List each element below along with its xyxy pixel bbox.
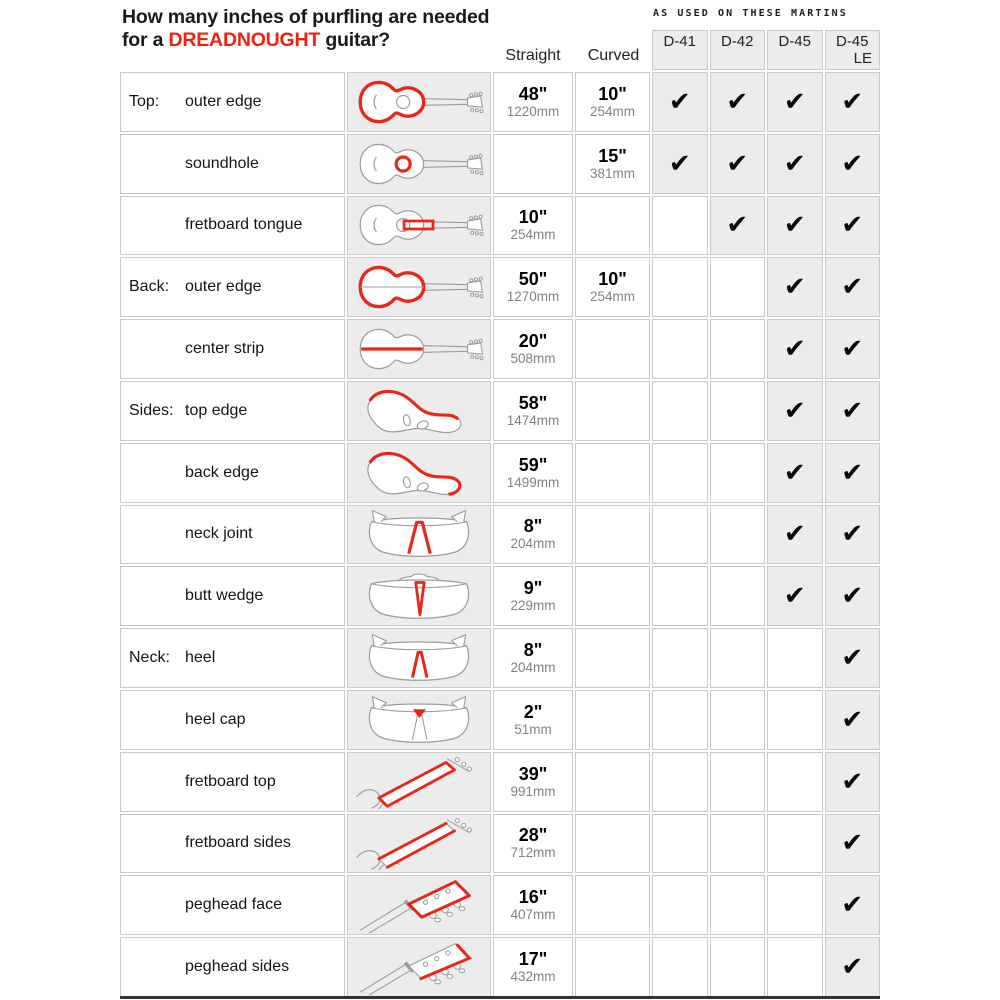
top-outer-edge-illustration	[347, 72, 491, 132]
model-sub: LE	[853, 50, 872, 67]
inches-value: 9"	[523, 578, 543, 599]
checkmark-icon: ✔	[783, 272, 806, 303]
inches-value: 16"	[518, 887, 548, 908]
mm-value: 991mm	[510, 783, 556, 799]
side-back-edge-icon	[348, 445, 490, 501]
butt-wedge-icon	[348, 568, 490, 624]
inches-value: 8"	[523, 516, 543, 537]
mm-value: 712mm	[510, 845, 556, 861]
row-label	[120, 319, 345, 379]
fretboard-sides-illustration	[347, 814, 491, 874]
straight-measurement	[493, 505, 573, 565]
fretboard-tongue-illustration	[347, 196, 491, 256]
back-outer-edge-icon	[348, 259, 490, 315]
inches-value: 17"	[518, 949, 548, 970]
neck-joint-icon	[348, 506, 490, 562]
checkmark-icon: ✔	[841, 334, 864, 365]
part-label: peghead face	[185, 896, 282, 914]
mm-value: 1220mm	[506, 103, 560, 119]
model-header-d-42	[710, 30, 766, 70]
curved-measurement	[575, 257, 650, 317]
part-label: heel cap	[185, 710, 246, 728]
peghead-face-illustration	[347, 875, 491, 935]
straight-column-header: Straight	[505, 47, 561, 64]
check-d-45	[767, 72, 823, 132]
row-label	[120, 814, 345, 874]
check-d-45	[767, 381, 823, 441]
inches-value: 50"	[518, 269, 548, 290]
check-d-45	[767, 566, 823, 626]
straight-measurement	[493, 690, 573, 750]
check-d-41	[652, 134, 708, 194]
curved-measurement	[575, 628, 650, 688]
check-d-42	[710, 134, 766, 194]
check-d-41	[652, 443, 708, 503]
inches-value: 48"	[518, 83, 548, 104]
measure-column-headers	[493, 47, 652, 65]
inches-value: 10"	[598, 269, 627, 290]
straight-measurement	[493, 319, 573, 379]
inches-value: 10"	[598, 83, 627, 104]
check-d-45-le	[825, 257, 881, 317]
inches-value: 28"	[518, 825, 548, 846]
inches-value: 15"	[598, 145, 627, 166]
row-label	[120, 628, 345, 688]
mm-value: 432mm	[510, 969, 556, 985]
check-d-41	[652, 319, 708, 379]
check-d-41	[652, 196, 708, 256]
heel-icon	[348, 630, 490, 686]
section-label: Neck:	[129, 649, 170, 667]
row-label	[120, 134, 345, 194]
checkmark-icon: ✔	[841, 828, 864, 859]
checkmark-icon: ✔	[841, 457, 864, 488]
check-d-41	[652, 381, 708, 441]
fretboard-top-icon	[348, 754, 490, 810]
row-label	[120, 381, 345, 441]
mm-value: 254mm	[510, 227, 556, 243]
curved-measurement	[575, 134, 650, 194]
straight-measurement	[493, 134, 573, 194]
model-name: D-45	[778, 33, 811, 50]
curved-measurement	[575, 690, 650, 750]
heel-cap-illustration	[347, 690, 491, 750]
part-label: center strip	[185, 340, 265, 358]
checkmark-icon: ✔	[841, 395, 864, 426]
side-back-edge-illustration	[347, 443, 491, 503]
part-label: neck joint	[185, 525, 253, 543]
check-d-41	[652, 628, 708, 688]
checkmark-icon: ✔	[783, 210, 806, 241]
purfling-table	[120, 72, 880, 997]
inches-value: 10"	[518, 207, 548, 228]
check-d-42	[710, 505, 766, 565]
part-label: butt wedge	[185, 587, 264, 605]
dreadnought-highlight: DREADNOUGHT	[168, 29, 321, 51]
check-d-41	[652, 690, 708, 750]
model-header-d-45-le	[825, 30, 881, 70]
check-d-45	[767, 257, 823, 317]
straight-measurement	[493, 875, 573, 935]
curved-measurement	[575, 319, 650, 379]
straight-measurement	[493, 196, 573, 256]
curved-measurement	[575, 443, 650, 503]
check-d-45-le	[825, 319, 881, 379]
check-d-45	[767, 814, 823, 874]
heel-cap-icon	[348, 692, 490, 748]
model-header-d-41	[652, 30, 708, 70]
checkmark-icon: ✔	[726, 86, 749, 117]
check-d-45	[767, 505, 823, 565]
mm-value: 1270mm	[506, 289, 560, 305]
check-d-45-le	[825, 381, 881, 441]
section-label: Sides:	[129, 401, 174, 419]
check-d-45-le	[825, 134, 881, 194]
checkmark-icon: ✔	[783, 581, 806, 612]
inches-value: 58"	[518, 392, 548, 413]
mm-value: 254mm	[589, 289, 635, 305]
check-d-45-le	[825, 566, 881, 626]
check-d-41	[652, 814, 708, 874]
check-d-42	[710, 381, 766, 441]
heel-illustration	[347, 628, 491, 688]
check-d-41	[652, 257, 708, 317]
check-d-41	[652, 937, 708, 997]
fretboard-tongue-icon	[348, 197, 490, 253]
check-d-41	[652, 505, 708, 565]
part-label: outer edge	[185, 278, 262, 296]
inches-value: 59"	[518, 454, 548, 475]
fretboard-sides-icon	[348, 815, 490, 871]
checkmark-icon: ✔	[841, 766, 864, 797]
soundhole-illustration	[347, 134, 491, 194]
check-d-41	[652, 752, 708, 812]
checkmark-icon: ✔	[841, 272, 864, 303]
curved-measurement	[575, 814, 650, 874]
check-d-42	[710, 875, 766, 935]
model-name: D-42	[720, 33, 754, 50]
check-d-42	[710, 690, 766, 750]
straight-measurement	[493, 566, 573, 626]
mm-value: 1499mm	[506, 474, 560, 490]
checkmark-icon: ✔	[668, 86, 691, 117]
mm-value: 254mm	[589, 103, 635, 119]
models-caption: AS USED ON THESE MARTINS	[653, 8, 848, 19]
peghead-sides-icon	[348, 939, 490, 995]
checkmark-icon: ✔	[841, 210, 864, 241]
straight-measurement	[493, 752, 573, 812]
check-d-41	[652, 875, 708, 935]
mm-value: 381mm	[589, 165, 635, 181]
check-d-41	[652, 72, 708, 132]
curved-column-header: Curved	[587, 47, 640, 64]
straight-measurement	[493, 443, 573, 503]
section-label: Top:	[129, 92, 160, 110]
model-header-row	[652, 30, 880, 70]
straight-measurement	[493, 814, 573, 874]
check-d-45-le	[825, 505, 881, 565]
mm-value: 508mm	[510, 351, 556, 367]
check-d-42	[710, 566, 766, 626]
check-d-45-le	[825, 690, 881, 750]
check-d-42	[710, 628, 766, 688]
straight-measurement	[493, 257, 573, 317]
check-d-45	[767, 690, 823, 750]
inches-value: 20"	[518, 331, 548, 352]
page-title	[122, 6, 489, 52]
top-outer-edge-icon	[348, 74, 490, 130]
check-d-45-le	[825, 752, 881, 812]
curved-measurement	[575, 72, 650, 132]
curved-measurement	[575, 566, 650, 626]
section-label: Back:	[129, 278, 170, 296]
curved-measurement	[575, 752, 650, 812]
row-label	[120, 505, 345, 565]
checkmark-icon: ✔	[668, 148, 691, 179]
check-d-45-le	[825, 443, 881, 503]
check-d-45	[767, 875, 823, 935]
checkmark-icon: ✔	[783, 334, 806, 365]
check-d-45	[767, 443, 823, 503]
peghead-face-icon	[348, 877, 490, 933]
part-label: fretboard top	[185, 772, 276, 790]
table-bottom-rule	[120, 996, 880, 999]
check-d-42	[710, 814, 766, 874]
neck-joint-illustration	[347, 505, 491, 565]
checkmark-icon: ✔	[726, 148, 749, 179]
title-line2: for a DREADNOUGHT guitar?	[122, 29, 391, 51]
back-outer-edge-illustration	[347, 257, 491, 317]
model-name: D-45	[835, 33, 869, 50]
inches-value: 8"	[523, 640, 543, 661]
fretboard-top-illustration	[347, 752, 491, 812]
straight-measurement	[493, 937, 573, 997]
checkmark-icon: ✔	[841, 519, 864, 550]
butt-wedge-illustration	[347, 566, 491, 626]
part-label: heel	[185, 649, 216, 667]
checkmark-icon: ✔	[841, 643, 864, 674]
row-label	[120, 752, 345, 812]
part-label: top edge	[185, 401, 248, 419]
side-top-edge-icon	[348, 383, 490, 439]
check-d-45	[767, 319, 823, 379]
mm-value: 204mm	[510, 660, 556, 676]
check-d-45	[767, 196, 823, 256]
curved-measurement	[575, 875, 650, 935]
peghead-sides-illustration	[347, 937, 491, 997]
check-d-45	[767, 752, 823, 812]
straight-measurement	[493, 72, 573, 132]
curved-measurement	[575, 196, 650, 256]
center-strip-illustration	[347, 319, 491, 379]
row-label	[120, 257, 345, 317]
check-d-42	[710, 72, 766, 132]
row-label	[120, 937, 345, 997]
model-header-d-45	[767, 30, 823, 70]
inches-value: 2"	[523, 701, 543, 722]
check-d-45-le	[825, 628, 881, 688]
part-label: back edge	[185, 463, 259, 481]
check-d-45	[767, 628, 823, 688]
checkmark-icon: ✔	[783, 148, 806, 179]
soundhole-icon	[348, 136, 490, 192]
part-label: peghead sides	[185, 958, 290, 976]
check-d-45-le	[825, 196, 881, 256]
part-label: outer edge	[185, 92, 262, 110]
inches-value: 39"	[518, 763, 548, 784]
straight-measurement	[493, 628, 573, 688]
straight-measurement	[493, 381, 573, 441]
part-label: fretboard tongue	[185, 216, 303, 234]
checkmark-icon: ✔	[841, 890, 864, 921]
check-d-45	[767, 937, 823, 997]
checkmark-icon: ✔	[841, 148, 864, 179]
check-d-42	[710, 319, 766, 379]
checkmark-icon: ✔	[841, 704, 864, 735]
mm-value: 1474mm	[506, 412, 560, 428]
row-label	[120, 875, 345, 935]
side-top-edge-illustration	[347, 381, 491, 441]
part-label: soundhole	[185, 154, 259, 172]
part-label: fretboard sides	[185, 834, 291, 852]
check-d-42	[710, 443, 766, 503]
center-strip-icon	[348, 321, 490, 377]
curved-measurement	[575, 937, 650, 997]
row-label	[120, 690, 345, 750]
checkmark-icon: ✔	[783, 395, 806, 426]
check-d-45-le	[825, 875, 881, 935]
row-label	[120, 196, 345, 256]
check-d-41	[652, 566, 708, 626]
check-d-45-le	[825, 937, 881, 997]
check-d-42	[710, 257, 766, 317]
checkmark-icon: ✔	[841, 952, 864, 983]
check-d-45-le	[825, 72, 881, 132]
mm-value: 51mm	[514, 721, 552, 737]
check-d-45-le	[825, 814, 881, 874]
title-line1: How many inches of purfling are needed	[122, 6, 490, 28]
checkmark-icon: ✔	[726, 210, 749, 241]
model-name: D-41	[663, 33, 696, 50]
row-label	[120, 443, 345, 503]
checkmark-icon: ✔	[783, 457, 806, 488]
check-d-42	[710, 196, 766, 256]
mm-value: 229mm	[510, 598, 556, 614]
checkmark-icon: ✔	[783, 86, 806, 117]
check-d-42	[710, 937, 766, 997]
curved-measurement	[575, 505, 650, 565]
mm-value: 204mm	[510, 536, 556, 552]
row-label	[120, 566, 345, 626]
checkmark-icon: ✔	[783, 519, 806, 550]
checkmark-icon: ✔	[841, 86, 864, 117]
check-d-42	[710, 752, 766, 812]
curved-measurement	[575, 381, 650, 441]
row-label	[120, 72, 345, 132]
check-d-45	[767, 134, 823, 194]
mm-value: 407mm	[510, 907, 556, 923]
checkmark-icon: ✔	[841, 581, 864, 612]
